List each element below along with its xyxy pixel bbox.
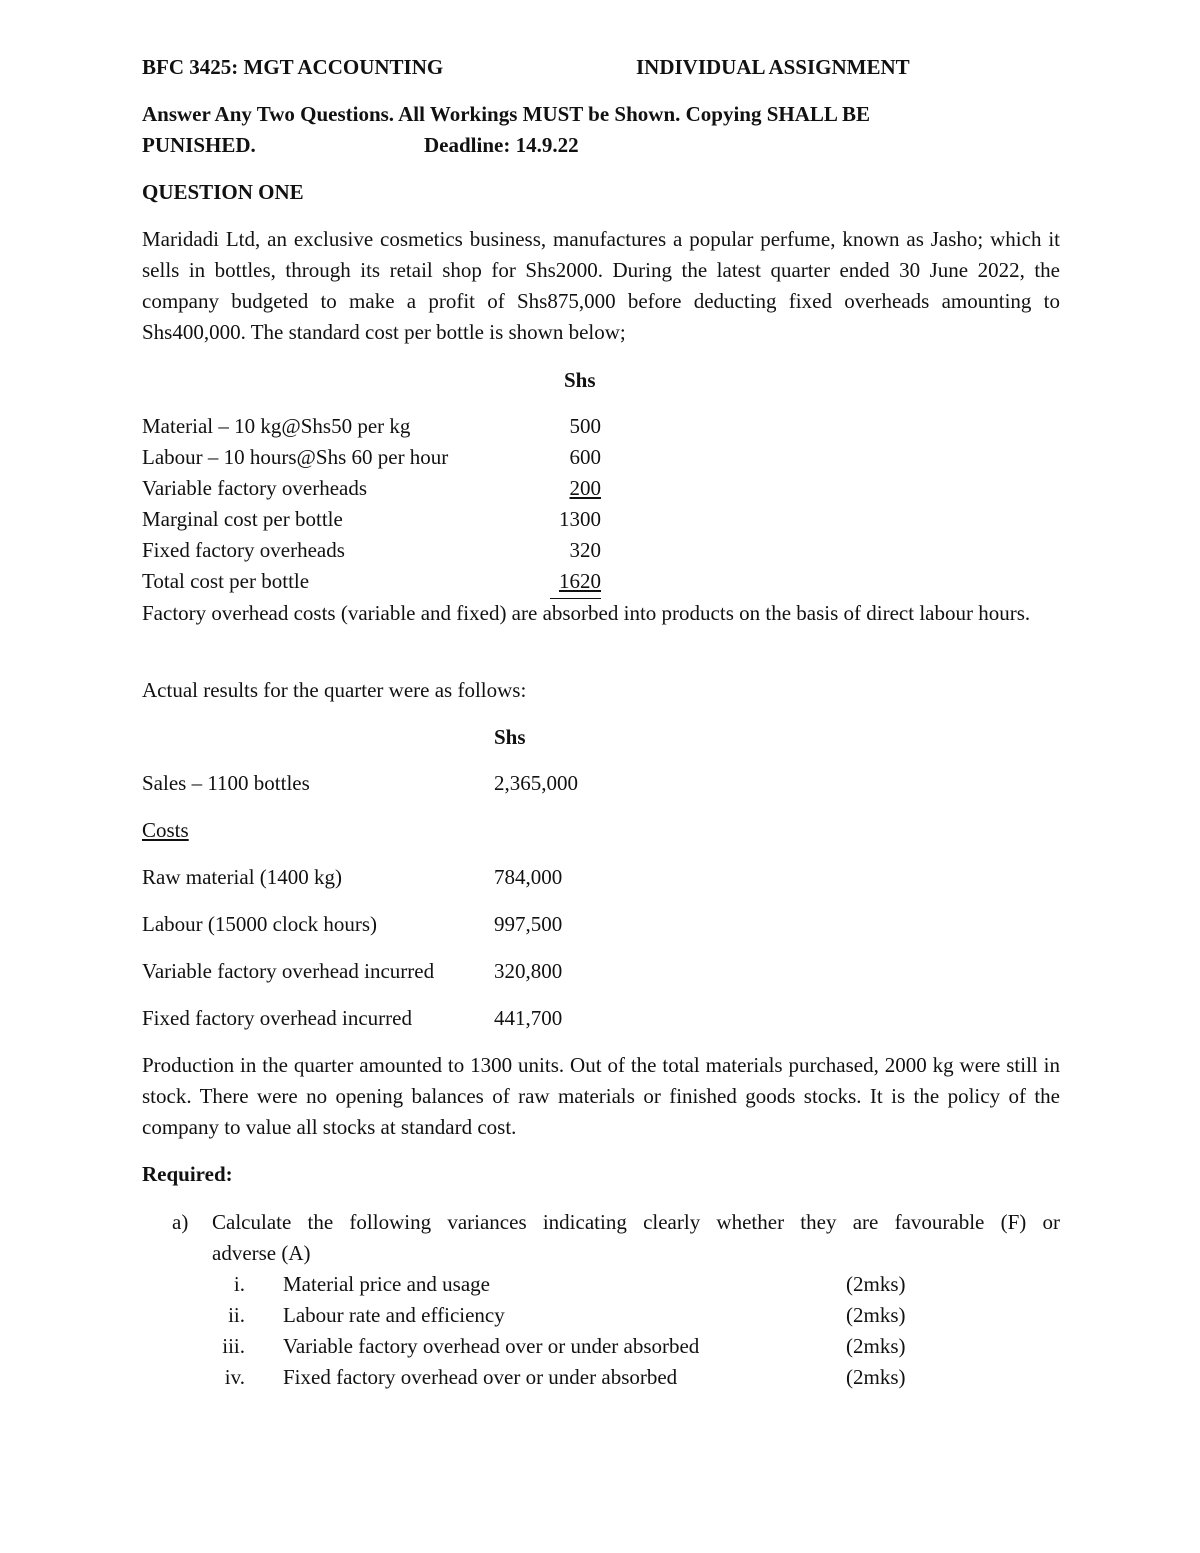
actual-currency-header: Shs [494, 725, 526, 749]
sales-label: Sales – 1100 bottles [142, 771, 310, 795]
marks: (2mks) [846, 1334, 906, 1358]
part-a-text-line1: Calculate the following variances indicating clearly whether they are favourable (F) or [212, 1210, 1060, 1234]
instructions-line1: Answer Any Two Questions. All Workings MUST be Shown. Copying SHALL BE [142, 102, 871, 126]
list-item: Labour rate and efficiency [283, 1303, 505, 1327]
costs-heading: Costs [142, 818, 189, 842]
list-numeral: i. [233, 1272, 245, 1296]
list-numeral: ii. [228, 1303, 245, 1327]
standard-cost-value: 320 [569, 538, 601, 562]
instructions-punished: PUNISHED. [142, 133, 256, 157]
actual-cost-label: Raw material (1400 kg) [142, 865, 343, 889]
marks: (2mks) [846, 1365, 906, 1389]
deadline: Deadline: 14.9.22 [424, 133, 579, 157]
standard-cost-value: 600 [569, 445, 601, 469]
actual-cost-value: 441,700 [494, 1006, 563, 1030]
list-numeral: iii. [222, 1334, 245, 1358]
actual-cost-label: Variable factory overhead incurred [142, 959, 435, 983]
standard-cost-value: 200 [569, 476, 601, 500]
course-code: BFC 3425: MGT ACCOUNTING [142, 55, 444, 79]
list-item: Material price and usage [283, 1272, 490, 1296]
standard-cost-value: 1300 [559, 507, 601, 531]
marks: (2mks) [846, 1303, 906, 1327]
standard-cost-total: 1620 [559, 569, 601, 593]
list-item: Fixed factory overhead over or under absorbed [283, 1365, 678, 1389]
part-a-marker: a) [172, 1210, 189, 1234]
absorption-note: Factory overhead costs (variable and fixed) are absorbed into products on the basis of direct labour hours. [142, 601, 1031, 625]
production-note: Production in the quarter amounted to 1300 units. Out of the total materials purchased, 2000 kg were still in stock. There were no opening balances of raw materials or finished goods stocks. It is the policy of the company to value all stocks at standard cost. [142, 1053, 1060, 1139]
standard-cost-label: Variable factory overheads [142, 476, 368, 500]
question-title: QUESTION ONE [142, 180, 304, 204]
marks: (2mks) [846, 1272, 906, 1296]
intro-paragraph: Maridadi Ltd, an exclusive cosmetics business, manufactures a popular perfume, known as Jasho; which it sells in bottles, through its retail shop for Shs2000. During the latest quarter ended 30 June 2022, the company budgeted to make a profit of Shs875,000 before deducting fixed overheads amounting to Shs400,000. The standard cost per bottle is shown below; [142, 227, 1060, 344]
standard-cost-currency-header: Shs [564, 368, 596, 392]
actual-cost-label: Fixed factory overhead incurred [142, 1006, 412, 1030]
part-a-text-line2: adverse (A) [212, 1241, 311, 1265]
standard-cost-label: Marginal cost per bottle [142, 507, 343, 531]
list-numeral: iv. [224, 1365, 245, 1389]
assignment-type: INDIVIDUAL ASSIGNMENT [636, 55, 910, 79]
standard-cost-label: Total cost per bottle [142, 569, 310, 593]
actual-cost-value: 997,500 [494, 912, 563, 936]
sales-value: 2,365,000 [494, 771, 578, 795]
actual-cost-label: Labour (15000 clock hours) [142, 912, 378, 936]
list-item: Variable factory overhead over or under absorbed [283, 1334, 700, 1358]
standard-cost-value: 500 [569, 414, 601, 438]
standard-cost-label: Material – 10 kg@Shs50 per kg [142, 414, 411, 438]
actual-cost-value: 320,800 [494, 959, 563, 983]
actual-results-intro: Actual results for the quarter were as follows: [142, 678, 527, 702]
required-heading: Required: [142, 1162, 233, 1186]
standard-cost-label: Labour – 10 hours@Shs 60 per hour [142, 445, 449, 469]
actual-cost-value: 784,000 [494, 865, 563, 889]
standard-cost-label: Fixed factory overheads [142, 538, 345, 562]
